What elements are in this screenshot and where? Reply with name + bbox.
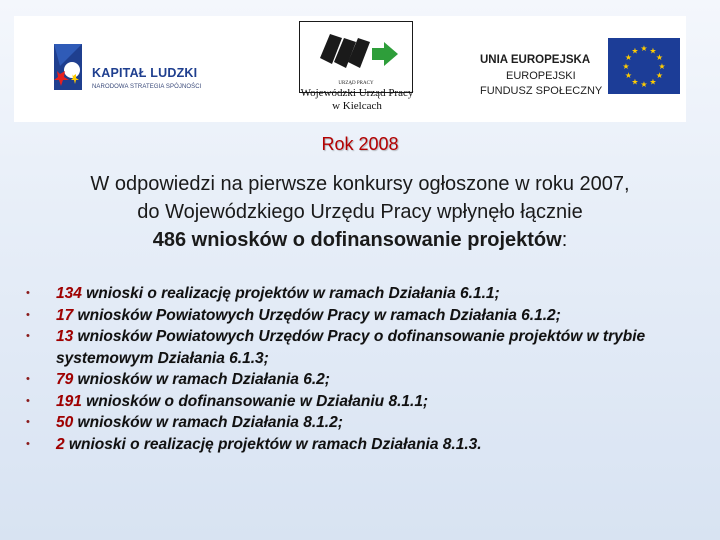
svg-text:★: ★ xyxy=(658,62,666,71)
item-number: 13 xyxy=(56,328,74,345)
eu-logo xyxy=(456,26,684,110)
bullet-icon: • xyxy=(26,308,30,321)
eu-logo-line2: EUROPEJSKI xyxy=(506,70,576,82)
svg-text:★: ★ xyxy=(655,53,664,62)
intro-total-applications: 486 wniosków o dofinansowanie projektów xyxy=(152,229,562,251)
intro-line3 xyxy=(20,226,700,254)
intro-paragraph xyxy=(20,170,700,254)
item-text: wnioski o realizację projektów w ramach Działania 6.1.1; xyxy=(81,285,500,302)
item-number: 50 xyxy=(56,414,74,431)
wup-cards-arrow-icon xyxy=(300,22,412,80)
bullet-icon: • xyxy=(26,394,30,407)
svg-text:★: ★ xyxy=(649,77,657,87)
wup-caption xyxy=(282,87,432,113)
intro-line1: W odpowiedzi na pierwsze konkursy ogłoszone w roku 2007, xyxy=(90,173,630,195)
intro-line3-suffix: : xyxy=(561,229,568,251)
logo-banner xyxy=(14,16,686,122)
svg-text:★: ★ xyxy=(624,53,633,62)
svg-text:★: ★ xyxy=(622,62,630,71)
item-text: wniosków Powiatowych Urzędów Pracy o dofinansowanie projektów w trybie systemowym Działania 6.1.3; xyxy=(56,328,646,367)
eu-logo-line3: FUNDUSZ SPOŁECZNY xyxy=(480,85,603,97)
bullet-icon: • xyxy=(26,373,30,385)
item-text: wnioski o realizację projektów w ramach Działania 8.1.3. xyxy=(64,435,482,453)
list-item xyxy=(26,391,706,413)
svg-text:★: ★ xyxy=(640,80,648,89)
wup-caption-line2: w Kielcach xyxy=(332,100,382,112)
svg-text:★: ★ xyxy=(655,71,664,80)
list-item xyxy=(26,305,706,327)
bullet-icon: • xyxy=(26,330,30,342)
item-text: wniosków o dofinansowanie w Działaniu 8.1.1; xyxy=(81,392,429,410)
item-text: wniosków Powiatowych Urzędów Pracy w ramach Działania 6.1.2; xyxy=(73,306,561,324)
item-text: wniosków w ramach Działania 8.1.2; xyxy=(73,414,343,431)
wup-logo xyxy=(299,21,413,93)
applications-list xyxy=(26,283,706,455)
bullet-icon: • xyxy=(26,437,30,450)
item-number: 79 xyxy=(56,371,74,388)
eu-logo-line1: UNIA EUROPEJSKA xyxy=(480,54,591,66)
intro-line2: do Wojewódzkiego Urzędu Pracy wpłynęło łącznie xyxy=(137,201,583,223)
kapital-ludzki-subtitle: NARODOWA STRATEGIA SPÓJNOŚCI xyxy=(92,84,202,90)
item-text: wniosków w ramach Działania 6.2; xyxy=(73,371,330,388)
list-item xyxy=(26,283,706,305)
item-number: 191 xyxy=(56,392,82,410)
list-item xyxy=(26,434,706,456)
svg-text:★: ★ xyxy=(631,77,639,87)
bullet-icon: • xyxy=(26,416,30,428)
list-item xyxy=(26,326,706,369)
svg-text:★: ★ xyxy=(631,46,639,56)
wup-caption-line1: Wojewódzki Urząd Pracy xyxy=(300,87,414,99)
bullet-icon: • xyxy=(26,287,30,299)
svg-text:★: ★ xyxy=(640,44,648,53)
svg-text:★: ★ xyxy=(624,71,633,80)
item-number: 17 xyxy=(56,306,74,324)
list-item xyxy=(26,369,706,391)
list-item xyxy=(26,412,706,434)
kapital-ludzki-logo xyxy=(52,40,222,104)
kapital-ludzki-emblem-icon xyxy=(52,40,86,98)
eu-flag-icon xyxy=(608,38,680,94)
kapital-ludzki-title: KAPITAŁ LUDZKI xyxy=(92,66,198,80)
item-number: 134 xyxy=(56,285,82,302)
svg-text:★: ★ xyxy=(649,46,657,56)
wup-logo-small-text: URZĄD PRACY xyxy=(338,81,374,86)
year-heading: Rok 2008 xyxy=(321,134,399,154)
item-number: 2 xyxy=(56,435,65,453)
